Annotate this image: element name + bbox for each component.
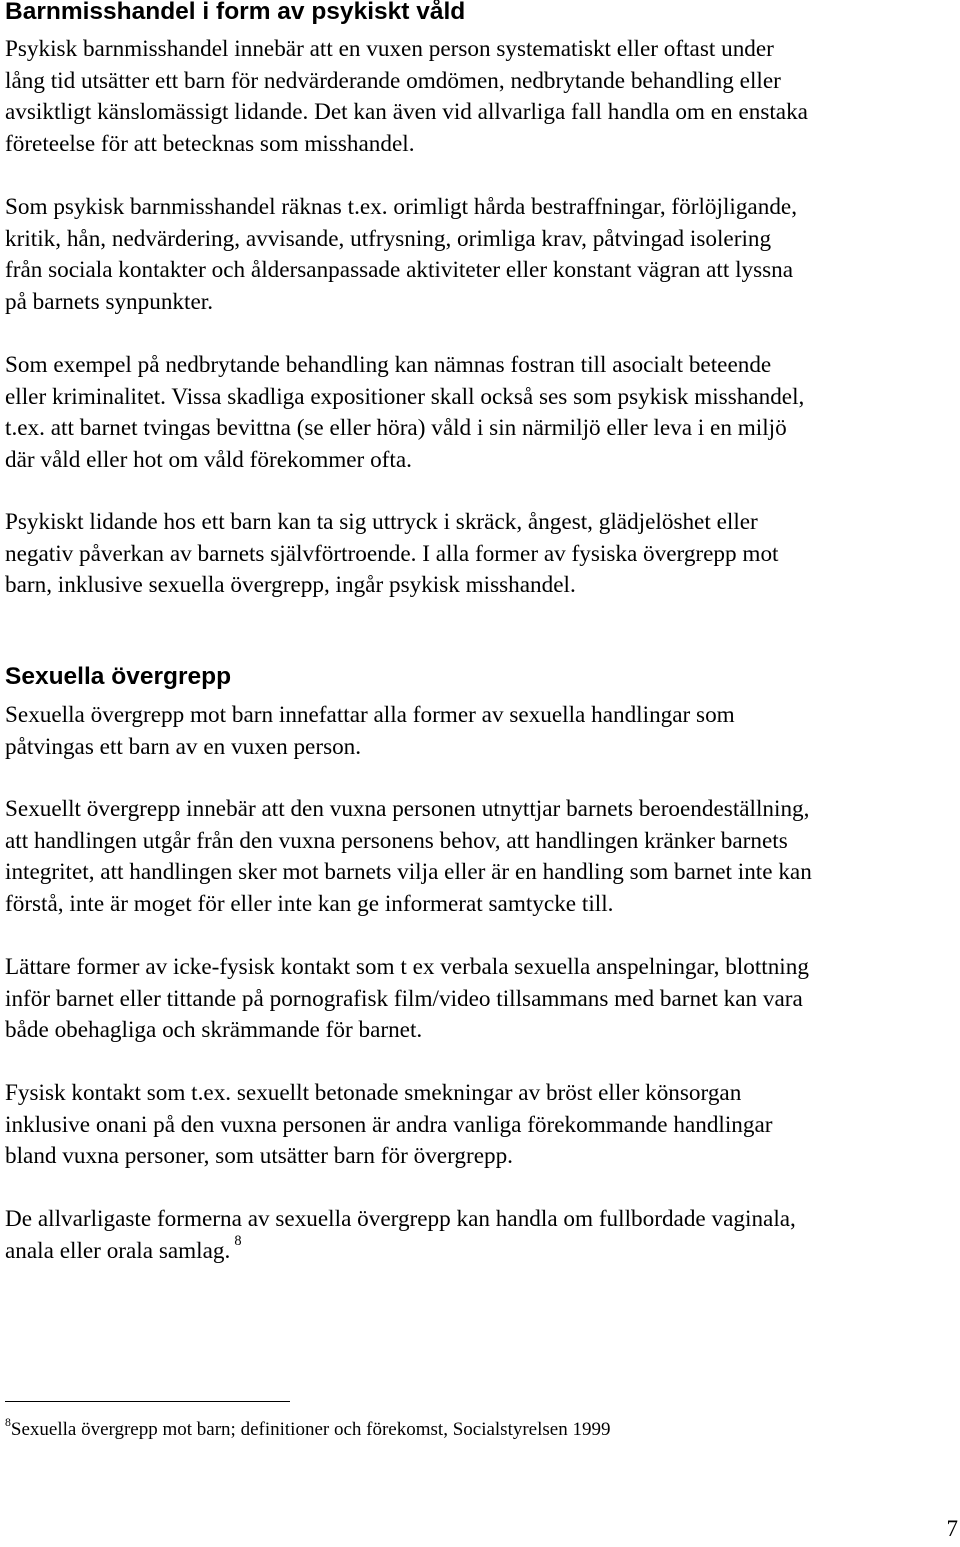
paragraph-text: De allvarligaste formerna av sexuella övergrepp kan handla om fullbordade vaginala, anala eller orala samlag. [5, 1206, 796, 1264]
paragraph: Lättare former av icke-fysisk kontakt som t ex verbala sexuella anspelningar, blottning inför barnet eller tittande på pornografisk film/video tillsammans med barnet kan vara både obehagliga och skrämmande för barnet. [5, 954, 809, 1043]
paragraph: Som exempel på nedbrytande behandling kan nämnas fostran till asocialt beteende eller kriminalitet. Vissa skadliga expositioner skall också ses som psykisk misshandel, t.ex. att barnet tvingas bevittna (se eller höra) våld i sin närmiljö eller leva i en miljö där våld eller hot om våld förekommer ofta. [5, 352, 805, 473]
page-number: 7 [946, 1516, 958, 1541]
paragraph: Fysisk kontakt som t.ex. sexuellt betonade smekningar av bröst eller könsorgan inklusive onani på den vuxna personen är andra vanliga förekommande handlingar bland vuxna personer, som utsätter barn för övergrepp. [5, 1080, 773, 1169]
footnote [5, 1415, 610, 1445]
paragraph: Sexuella övergrepp mot barn innefattar alla former av sexuella handlingar som påtvingas ett barn av en vuxen person. [5, 702, 735, 760]
paragraph: Sexuellt övergrepp innebär att den vuxna personen utnyttjar barnets beroendeställning, att handlingen utgår från den vuxna personens behov, att handlingen kränker barnets integritet, att handlingen sker mot barnets vilja eller är en handling som barnet inte kan förstå, inte är moget för eller inte kan ge informerat samtycke till. [5, 796, 812, 917]
footnote-reference[interactable]: 8 [234, 1233, 242, 1250]
section-heading-psychological-abuse: Barnmisshandel i form av psykiskt våld [5, 0, 466, 25]
paragraph: Som psykisk barnmisshandel räknas t.ex. orimligt hårda bestraffningar, förlöjligande, kritik, hån, nedvärdering, avvisande, utfrysning, orimliga krav, påtvingad isolering från sociala kontakter och åldersanpassade aktiviteter eller konstant vägran att lyssna på barnets synpunkter. [5, 194, 797, 315]
footnote-text: Sexuella övergrepp mot barn; definitioner och förekomst, Socialstyrelsen 1999 [10, 1419, 611, 1440]
footnote-separator [5, 1401, 290, 1402]
paragraph: Psykiskt lidande hos ett barn kan ta sig uttryck i skräck, ångest, glädjelöshet eller negativ påverkan av barnets självförtroende. I alla former av fysiska övergrepp mot barn, inklusive sexuella övergrepp, ingår psykisk misshandel. [5, 509, 779, 598]
paragraph: Psykisk barnmisshandel innebär att en vuxen person systematiskt eller oftast under lång tid utsätter ett barn för nedvärderande omdömen, nedbrytande behandling eller avsiktligt känslomässigt lidande. Det kan även vid allvarliga fall handla om en enstaka företeelse för att betecknas som misshandel. [5, 36, 808, 157]
section-heading-sexual-abuse: Sexuella övergrepp [5, 663, 232, 690]
footnote-marker: 8 [5, 1416, 11, 1430]
paragraph [5, 1204, 796, 1267]
